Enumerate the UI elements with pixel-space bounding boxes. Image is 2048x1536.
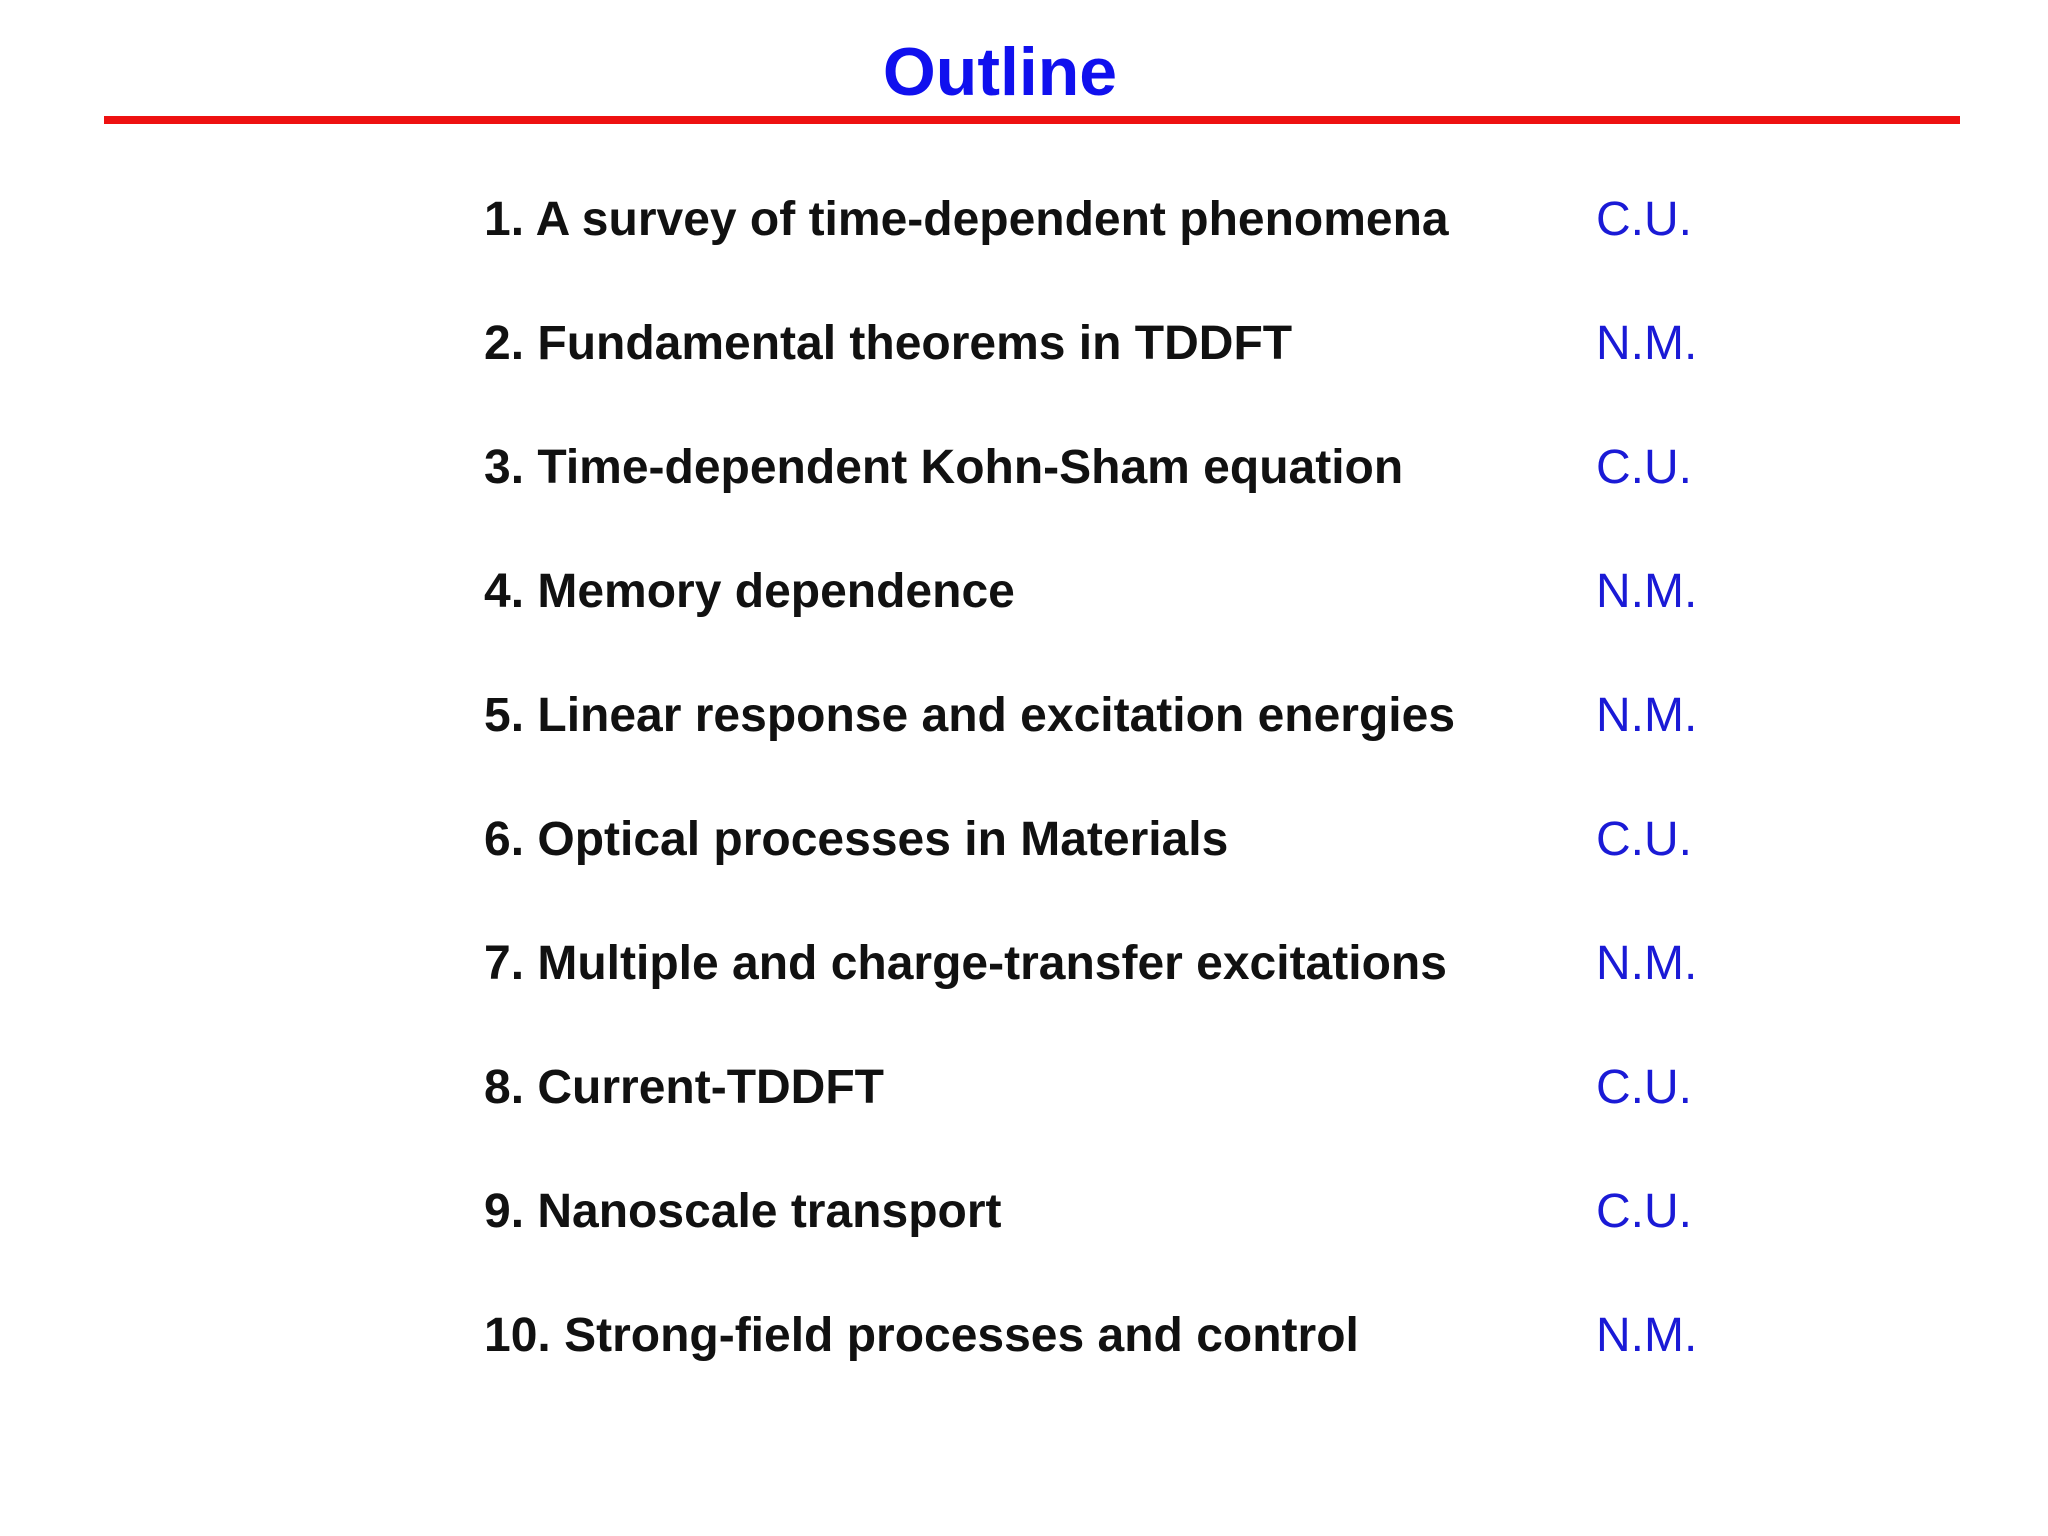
outline-item — [484, 560, 1784, 684]
outline-item-author: N.M. — [1596, 317, 1698, 370]
outline-item-author: N.M. — [1596, 1309, 1698, 1362]
outline-item-label: 3. Time-dependent Kohn-Sham equation — [484, 441, 1404, 494]
outline-item-label: 6. Optical processes in Materials — [484, 813, 1229, 866]
outline-item-label: 7. Multiple and charge-transfer excitations — [484, 937, 1447, 990]
outline-item-author: C.U. — [1596, 813, 1692, 866]
outline-item-label: 10. Strong-field processes and control — [484, 1309, 1359, 1362]
outline-item — [484, 808, 1784, 932]
outline-item-author: C.U. — [1596, 1185, 1692, 1238]
outline-item-label: 8. Current-TDDFT — [484, 1061, 884, 1114]
outline-item-label: 4. Memory dependence — [484, 565, 1015, 618]
outline-item-author: N.M. — [1596, 565, 1698, 618]
outline-list — [484, 188, 1784, 1428]
outline-item-author: N.M. — [1596, 937, 1698, 990]
outline-item-label: 2. Fundamental theorems in TDDFT — [484, 317, 1293, 370]
slide-title: Outline — [882, 34, 1118, 110]
title-divider — [104, 116, 1960, 124]
outline-item-label: 1. A survey of time-dependent phenomena — [484, 193, 1449, 246]
outline-item-author: C.U. — [1596, 193, 1692, 246]
outline-item — [484, 312, 1784, 436]
outline-item-author: C.U. — [1596, 441, 1692, 494]
outline-item-author: C.U. — [1596, 1061, 1692, 1114]
outline-item-author: N.M. — [1596, 689, 1698, 742]
outline-item — [484, 1304, 1784, 1428]
outline-item — [484, 932, 1784, 1056]
outline-item — [484, 436, 1784, 560]
outline-item — [484, 188, 1784, 312]
outline-item — [484, 1056, 1784, 1180]
outline-item-label: 5. Linear response and excitation energies — [484, 689, 1456, 742]
outline-item — [484, 1180, 1784, 1304]
outline-item-label: 9. Nanoscale transport — [484, 1185, 1002, 1238]
outline-item — [484, 684, 1784, 808]
